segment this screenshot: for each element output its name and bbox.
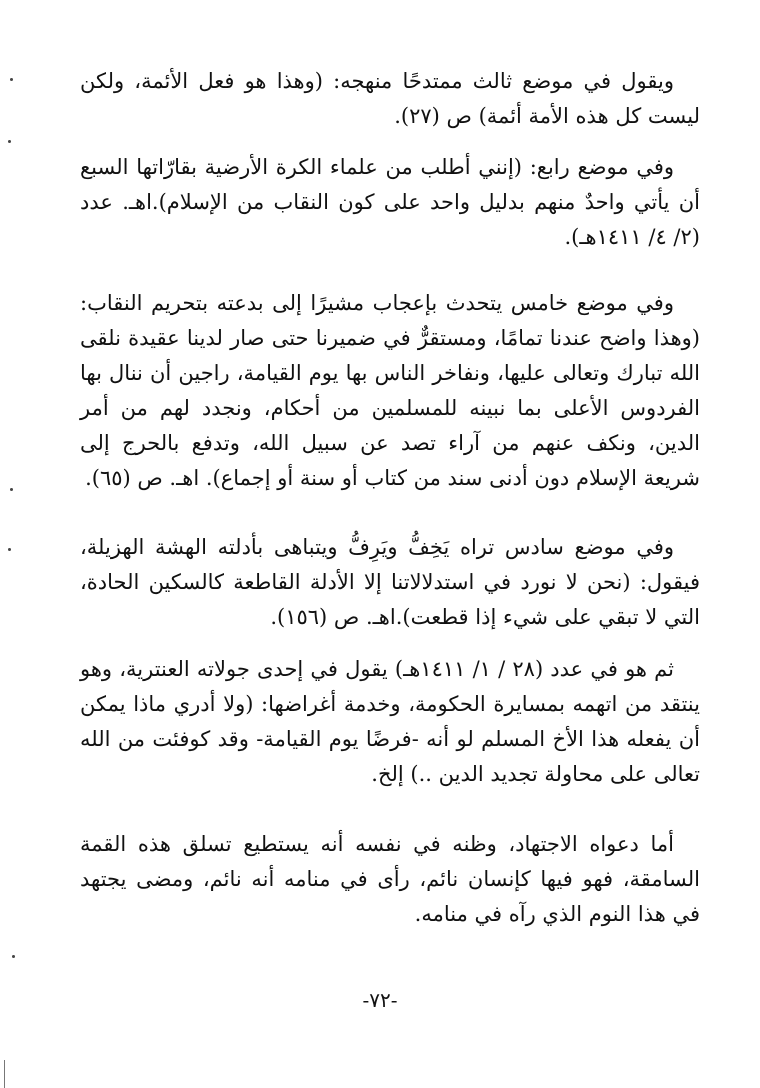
- paragraph-3: [80, 286, 700, 496]
- paragraph-4: [80, 530, 700, 635]
- paragraph-text: أما دعواه الاجتهاد، وظنه في نفسه أنه يستطيع تسلق هذه القمة السامقة، فهو فيها كإنسان نائم، رأى في منامه أنه نائم، ومضى يجتهد في هذا النوم الذي رآه في منامه.: [80, 832, 700, 926]
- scan-speck: [10, 78, 13, 81]
- paragraph-text: ثم هو في عدد (٢٨ / ١/ ١٤١١هـ) يقول في إحدى جولاته العنترية، وهو ينتقد من اتهمه بمسايرة الحكومة، وخدمة أغراضها: (ولا أدري ماذا يمكن أن يفعله هذا الأخ المسلم لو أنه -فرضًا يوم القيامة- وقد كوفئت من الله تعالى على محاولة تجديد الدين ..) إلخ.: [80, 657, 700, 786]
- paragraph-text: وفي موضع سادس تراه يَخِفُّ ويَرِفُّ ويتباهى بأدلته الهشة الهزيلة، فيقول: (نحن لا نورد في استدلالاتنا إلا الأدلة القاطعة كالسكين الحادة، التي لا تبقي على شيء إذا قطعت).اهـ. ص (١٥٦).: [80, 535, 700, 629]
- paragraph-text: وفي موضع رابع: (إنني أطلب من علماء الكرة الأرضية بقارّاتها السبع أن يأتي واحدٌ منهم بدليل واحد على كون النقاب من الإسلام).اهـ. عدد (٢/ ٤/ ١٤١١هـ).: [80, 155, 700, 249]
- paragraph-6: [80, 827, 700, 932]
- paragraph-text: وفي موضع خامس يتحدث بإعجاب مشيرًا إلى بدعته بتحريم النقاب: (وهذا واضح عندنا تمامًا، ومستقرٌّ في ضميرنا حتى صار لدينا عقيدة نلقى الله تبارك وتعالى عليها، ونفاخر الناس بها يوم القيامة، راجين أن ننال بها الفردوس الأعلى بما نبينه للمسلمين من أحكام، ونجدد لهم من أمر الدين، ونكف عنهم من آراء تصد عن سبيل الله، وتدفع بالحرج إلى شريعة الإسلام دون أدنى سند من كتاب أو سنة أو إجماع). اهـ. ص (٦٥).: [80, 291, 700, 490]
- paragraph-2: [80, 150, 700, 255]
- paragraph-text: ويقول في موضع ثالث ممتدحًا منهجه: (وهذا هو فعل الأئمة، ولكن ليست كل هذه الأمة أئمة) ص (٢٧).: [80, 69, 700, 128]
- paragraph-5: [80, 652, 700, 792]
- scan-speck: [10, 488, 13, 491]
- page-number: -٧٢-: [362, 988, 398, 1012]
- scan-speck: [12, 955, 15, 958]
- scan-speck: [8, 140, 11, 143]
- scan-edge-line: [4, 1060, 5, 1088]
- scan-speck: [8, 548, 11, 551]
- paragraph-1: [80, 64, 700, 134]
